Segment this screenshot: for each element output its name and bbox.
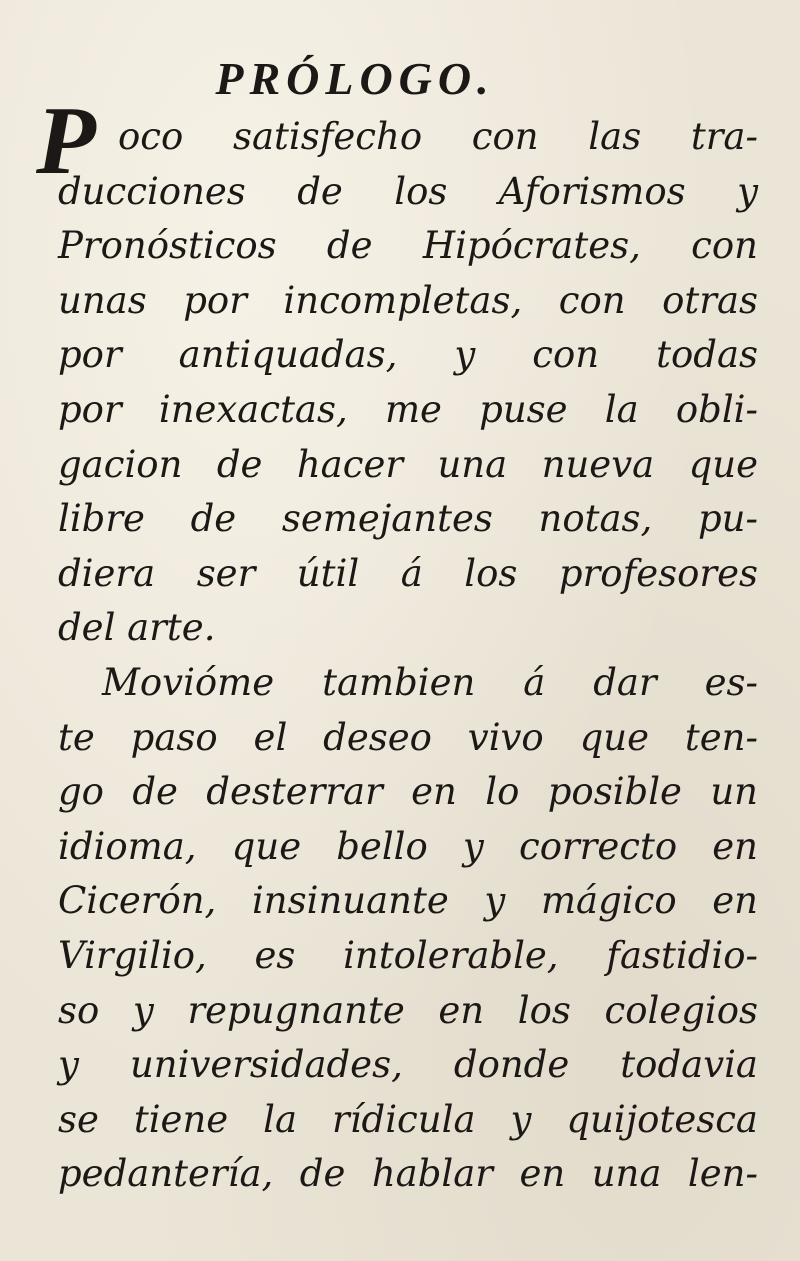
text-line: y universidades, donde todavia [58,1043,758,1087]
text-line: gacion de hacer una nueva que [58,442,758,486]
text-line: Movióme tambien á dar es- [102,660,758,704]
text-line: por inexactas, me puse la obli- [58,387,758,431]
text-line: diera ser útil á los profesores [58,551,758,595]
text-line: Virgilio, es intolerable, fastidio- [58,933,758,977]
text-line: idioma, que bello y correcto en [58,824,758,868]
text-line: te paso el deseo vivo que ten- [58,715,758,759]
text-line: libre de semejantes notas, pu- [58,497,758,541]
text-line: del arte. [58,606,216,650]
text-line-content: oco satisfecho con las tra- [118,115,758,158]
drop-cap: P [36,87,96,195]
text-line: unas por incompletas, con otras [58,278,758,322]
text-line: ducciones de los Aforismos y [58,169,758,213]
text-line: se tiene la rídicula y quijotesca [58,1097,758,1141]
text-line: pedantería, de hablar en una len- [58,1152,758,1196]
text-line: por antiquadas, y con todas [58,333,758,377]
text-line: so y repugnante en los colegios [58,988,758,1032]
text-line: Pronósticos de Hipócrates, con [58,224,758,268]
text-line: go de desterrar en lo posible un [58,770,758,814]
page-title: PRÓLOGO. [215,53,495,104]
text-line: Cicerón, insinuante y mágico en [58,879,758,923]
page-body [36,87,758,1202]
